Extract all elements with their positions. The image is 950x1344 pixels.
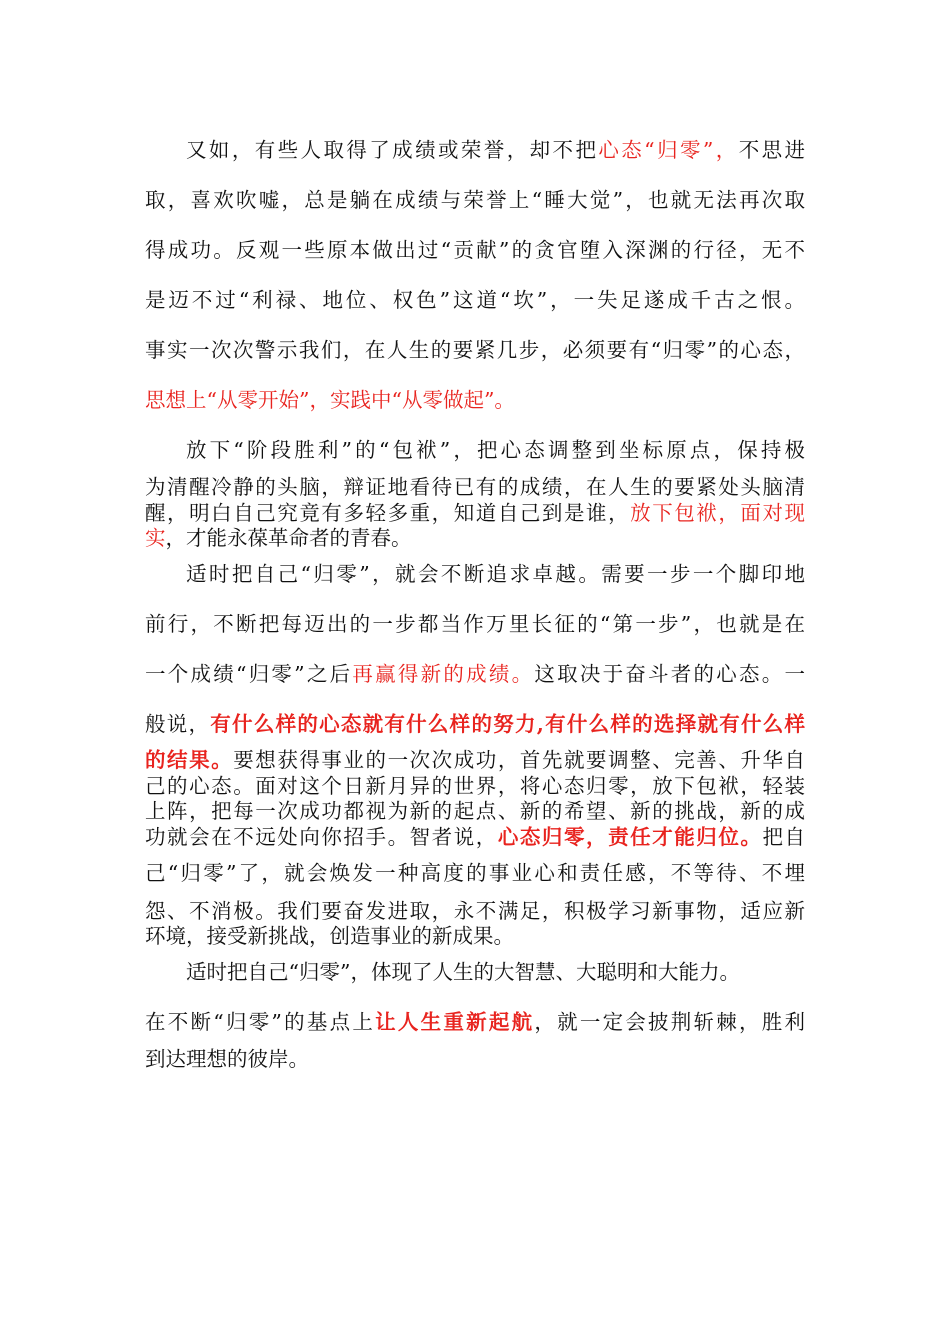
highlight-text: 有什么样的心态就有什么样的努力,有什么样的选择就有什么样 <box>210 712 806 736</box>
highlight-text: 让人生重新起航 <box>375 1010 535 1034</box>
highlight-text: 放下包袱，面对现 <box>630 501 806 525</box>
text-line: 为清醒冷静的头脑，辩证地看待已有的成绩，在人生的要紧处头脑清 <box>145 475 805 499</box>
text-line: 得成功。反观一些原本做出过“贡献”的贪官堕入深渊的行径，无不 <box>145 238 805 262</box>
text-line: 功就会在不远处向你招手。智者说，心态归零，责任才能归位。把自 <box>145 825 806 849</box>
text-line: 适时把自己“归零”，体现了人生的大智慧、大聪明和大能力。 <box>186 960 740 984</box>
highlight-text: 心态归零，责任才能归位。 <box>497 825 763 849</box>
highlight-text: 的结果。 <box>145 748 234 772</box>
text-line: 般说，有什么样的心态就有什么样的努力,有什么样的选择就有什么样 <box>145 712 806 736</box>
text-line: 怨、不消极。我们要奋发进取，永不满足，积极学习新事物，适应新 <box>145 899 805 923</box>
text-line: 环境，接受新挑战，创造事业的新成果。 <box>145 924 514 948</box>
text-line: 适时把自己“归零”，就会不断追求卓越。需要一步一个脚印地 <box>186 562 805 586</box>
text-line: 己的心态。面对这个日新月异的世界，将心态归零，放下包袱，轻装 <box>145 774 805 798</box>
text-line: 取，喜欢吹嘘，总是躺在成绩与荣誉上“睡大觉”，也就无法再次取 <box>145 188 805 212</box>
text-line: 实，才能永葆革命者的青春。 <box>145 526 412 550</box>
text-line: 的结果。要想获得事业的一次次成功，首先就要调整、完善、升华自 <box>145 748 806 772</box>
text-line: 前行，不断把每迈出的一步都当作万里长征的“第一步”，也就是在 <box>145 612 805 636</box>
text-line: 到达理想的彼岸。 <box>145 1047 309 1071</box>
text-line: 是迈不过“利禄、地位、权色”这道“坎”，一失足遂成千古之恨。 <box>145 288 805 312</box>
text-line: 又如，有些人取得了成绩或荣誉，却不把心态“归零”，不思进 <box>186 138 806 162</box>
text-line: 在不断“归零”的基点上让人生重新起航，就一定会披荆斩棘，胜利 <box>145 1010 806 1034</box>
text-line: 醒，明白自己究竟有多轻多重，知道自己到是谁，放下包袱，面对现 <box>145 501 806 525</box>
text-line: 一个成绩“归零”之后再赢得新的成绩。这取决于奋斗者的心态。一 <box>145 662 806 686</box>
highlight-line: 思想上“从零开始”，实践中“从零做起”。 <box>145 388 515 412</box>
highlight-text: 实 <box>145 526 166 550</box>
text-line: 放下“阶段胜利”的“包袱”，把心态调整到坐标原点，保持极 <box>186 438 805 462</box>
highlight-text: 再赢得新的成绩。 <box>352 662 535 686</box>
text-line: 事实一次次警示我们，在人生的要紧几步，必须要有“归零”的心态， <box>145 338 805 362</box>
text-line: 己“归零”了，就会焕发一种高度的事业心和责任感，不等待、不埋 <box>145 861 805 885</box>
text-line: 上阵，把每一次成功都视为新的起点、新的希望、新的挑战，新的成 <box>145 799 805 823</box>
highlight-text: 心态“归零”， <box>598 138 739 162</box>
